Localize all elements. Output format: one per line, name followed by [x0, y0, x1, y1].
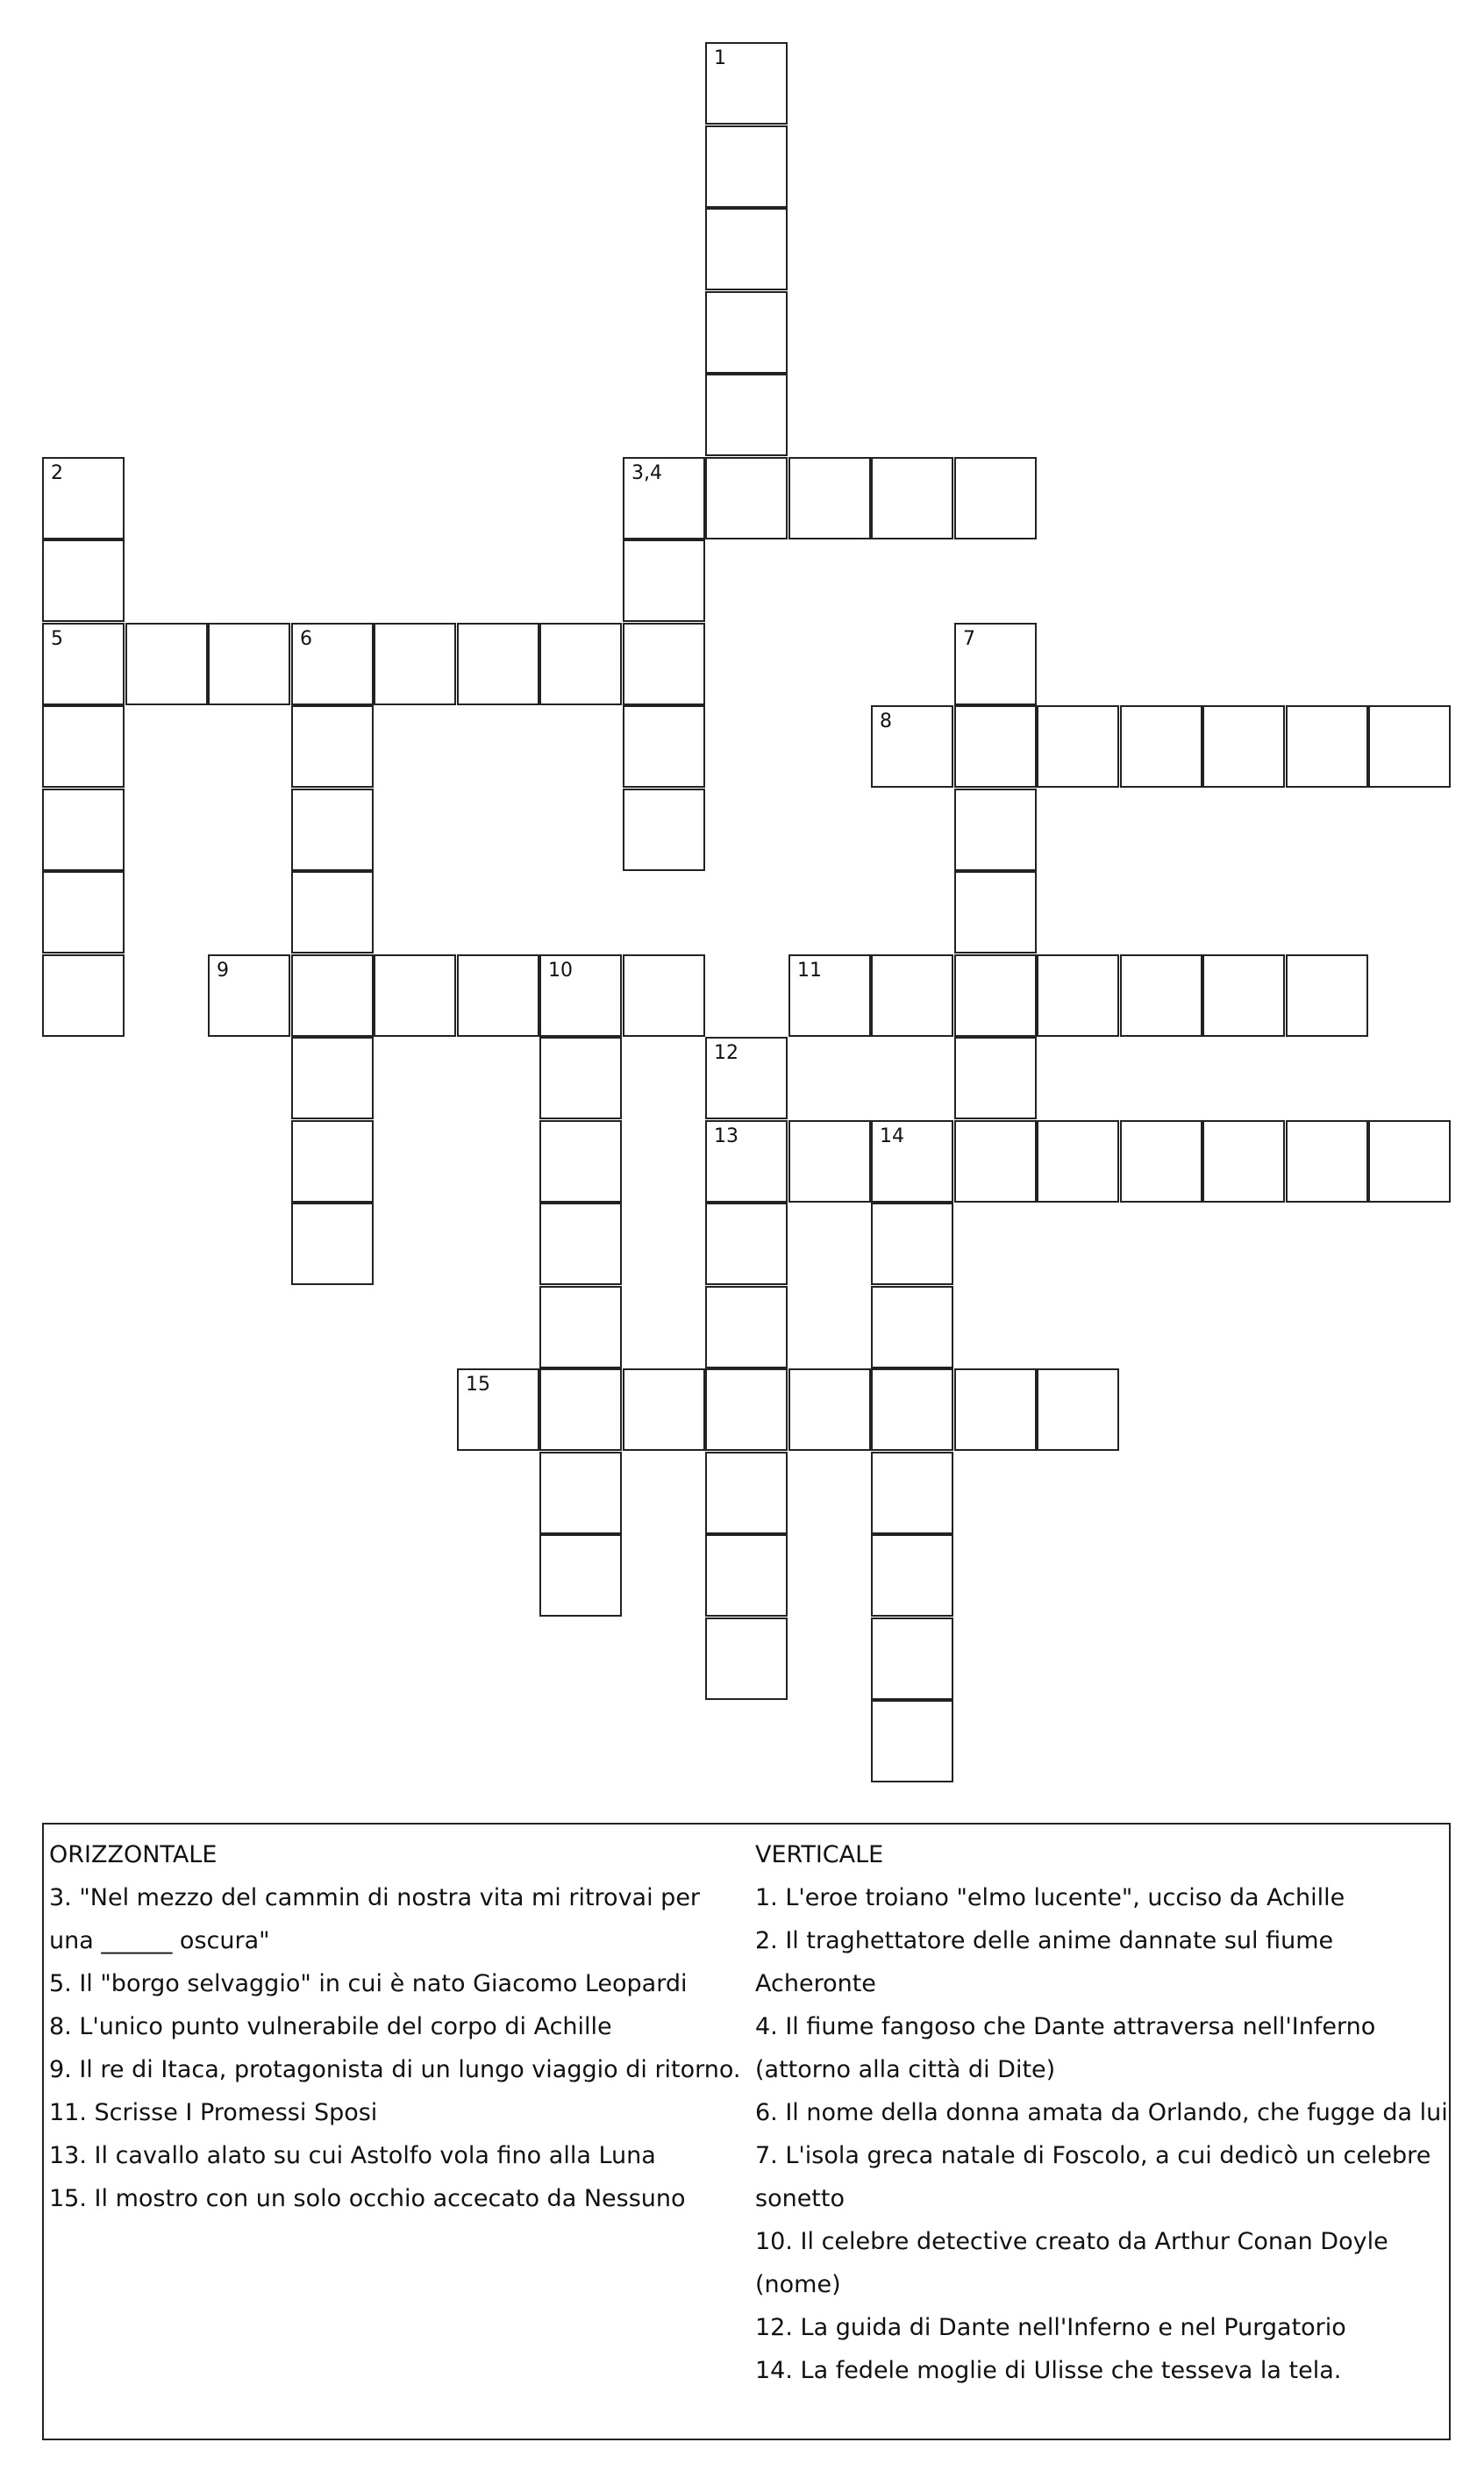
crossword-cell[interactable]	[42, 457, 125, 539]
down-clue: 6. Il nome della donna amata da Orlando, che fugge da lui	[755, 2099, 1448, 2126]
crossword-cell[interactable]	[1037, 1120, 1119, 1203]
crossword-cell[interactable]	[1037, 954, 1119, 1037]
crossword-cell[interactable]	[705, 208, 788, 290]
crossword-cell[interactable]	[42, 705, 125, 788]
clue-number: 12	[714, 1042, 738, 1064]
crossword-cell[interactable]	[1368, 1120, 1451, 1203]
crossword-cell[interactable]	[1368, 705, 1451, 788]
crossword-cell[interactable]	[457, 954, 539, 1037]
across-title: ORIZZONTALE	[49, 1841, 218, 1868]
clue-number: 7	[963, 628, 975, 650]
crossword-cell[interactable]	[291, 623, 374, 705]
crossword-cell[interactable]	[705, 1037, 788, 1119]
crossword-cell[interactable]	[1120, 705, 1202, 788]
crossword-cell[interactable]	[623, 789, 705, 871]
crossword-cell[interactable]	[871, 1120, 953, 1203]
crossword-cell[interactable]	[954, 1120, 1037, 1203]
crossword-cell[interactable]	[42, 539, 125, 622]
crossword-cell[interactable]	[457, 623, 539, 705]
crossword-cell[interactable]	[374, 623, 456, 705]
crossword-cell[interactable]	[788, 1368, 871, 1451]
crossword-cell[interactable]	[788, 954, 871, 1037]
crossword-cell[interactable]	[42, 789, 125, 871]
across-clue: 9. Il re di Itaca, protagonista di un lungo viaggio di ritorno.	[49, 2056, 741, 2083]
across-clue: 11. Scrisse I Promessi Sposi	[49, 2099, 378, 2126]
clue-number: 9	[217, 960, 229, 982]
down-clue: 2. Il traghettatore delle anime dannate sul fiume Acheronte	[755, 1927, 1334, 1997]
clue-number: 8	[880, 711, 892, 732]
crossword-cell[interactable]	[954, 789, 1037, 871]
crossword-cell[interactable]	[705, 1618, 788, 1700]
crossword-cell[interactable]	[1202, 705, 1285, 788]
crossword-cell[interactable]	[1037, 705, 1119, 788]
crossword-cell[interactable]	[705, 1452, 788, 1534]
down-clue: 10. Il celebre detective creato da Arthur Conan Doyle (nome)	[755, 2228, 1388, 2298]
down-clue: 1. L'eroe troiano "elmo lucente", ucciso da Achille	[755, 1884, 1345, 1911]
crossword-cell[interactable]	[125, 623, 208, 705]
clue-number: 1	[714, 47, 726, 69]
crossword-cell[interactable]	[539, 1120, 622, 1203]
down-clue: 12. La guida di Dante nell'Inferno e nel Purgatorio	[755, 2314, 1346, 2341]
across-clue: 3. "Nel mezzo del cammin di nostra vita mi ritrovai per una ______ oscura"	[49, 1884, 701, 1954]
clues-panel	[42, 1823, 1451, 2440]
down-clue: 7. L'isola greca natale di Foscolo, a cui dedicò un celebre sonetto	[755, 2142, 1431, 2212]
crossword-cell[interactable]	[539, 1534, 622, 1617]
crossword-cell[interactable]	[208, 623, 290, 705]
crossword-cell[interactable]	[539, 954, 622, 1037]
crossword-cell[interactable]	[539, 1368, 622, 1451]
clue-number: 3,4	[631, 462, 662, 484]
clue-number: 15	[466, 1374, 490, 1396]
crossword-cell[interactable]	[705, 374, 788, 456]
crossword-cell[interactable]	[539, 623, 622, 705]
clue-number: 6	[300, 628, 312, 650]
crossword-cell[interactable]	[705, 1120, 788, 1203]
crossword-cell[interactable]	[1202, 1120, 1285, 1203]
crossword-cell[interactable]	[871, 1368, 953, 1451]
crossword-cell[interactable]	[871, 1286, 953, 1368]
across-clue: 8. L'unico punto vulnerabile del corpo di Achille	[49, 2013, 612, 2040]
crossword-cell[interactable]	[623, 1368, 705, 1451]
crossword-cell[interactable]	[208, 954, 290, 1037]
crossword-cell[interactable]	[539, 1286, 622, 1368]
crossword-cell[interactable]	[954, 871, 1037, 953]
crossword-cell[interactable]	[705, 125, 788, 208]
crossword-cell[interactable]	[539, 1203, 622, 1285]
across-clue: 13. Il cavallo alato su cui Astolfo vola fino alla Luna	[49, 2142, 656, 2169]
crossword-cell[interactable]	[1037, 1368, 1119, 1451]
crossword-cell[interactable]	[871, 954, 953, 1037]
crossword-cell[interactable]	[291, 871, 374, 953]
crossword-cell[interactable]	[954, 457, 1037, 539]
crossword-cell[interactable]	[954, 623, 1037, 705]
crossword-cell[interactable]	[1202, 954, 1285, 1037]
crossword-cell[interactable]	[871, 1618, 953, 1700]
crossword-cell[interactable]	[705, 457, 788, 539]
crossword-cell[interactable]	[705, 291, 788, 374]
across-clue: 15. Il mostro con un solo occhio accecato da Nessuno	[49, 2185, 686, 2212]
clue-number: 2	[51, 462, 63, 484]
clue-number: 10	[548, 960, 573, 982]
crossword-cell[interactable]	[705, 42, 788, 125]
crossword-cell[interactable]	[623, 954, 705, 1037]
down-clue: 14. La fedele moglie di Ulisse che tesseva la tela.	[755, 2357, 1342, 2384]
crossword-cell[interactable]	[705, 1368, 788, 1451]
crossword-cell[interactable]	[1286, 954, 1368, 1037]
clue-number: 5	[51, 628, 63, 650]
crossword-cell[interactable]	[1120, 954, 1202, 1037]
crossword-cell[interactable]	[705, 1534, 788, 1617]
crossword-cell[interactable]	[291, 1203, 374, 1285]
crossword-cell[interactable]	[871, 457, 953, 539]
crossword-cell[interactable]	[291, 1037, 374, 1119]
crossword-cell[interactable]	[291, 705, 374, 788]
crossword-cell[interactable]	[291, 1120, 374, 1203]
crossword-cell[interactable]	[871, 1700, 953, 1782]
crossword-cell[interactable]	[871, 1534, 953, 1617]
clue-number: 11	[797, 960, 822, 982]
down-title: VERTICALE	[755, 1841, 884, 1868]
clue-number: 13	[714, 1125, 738, 1147]
crossword-cell[interactable]	[871, 1203, 953, 1285]
crossword-cell[interactable]	[1286, 1120, 1368, 1203]
crossword-cell[interactable]	[871, 1452, 953, 1534]
crossword-cell[interactable]	[623, 705, 705, 788]
crossword-cell[interactable]	[457, 1368, 539, 1451]
crossword-cell[interactable]	[954, 954, 1037, 1037]
crossword-cell[interactable]	[539, 1037, 622, 1119]
clue-number: 14	[880, 1125, 904, 1147]
crossword-cell[interactable]	[623, 457, 705, 539]
crossword-cell[interactable]	[42, 954, 125, 1037]
crossword-cell[interactable]	[291, 954, 374, 1037]
crossword-cell[interactable]	[954, 1037, 1037, 1119]
crossword-cell[interactable]	[623, 623, 705, 705]
across-clue: 5. Il "borgo selvaggio" in cui è nato Giacomo Leopardi	[49, 1970, 688, 1997]
crossword-cell[interactable]	[42, 623, 125, 705]
crossword-cell[interactable]	[788, 1120, 871, 1203]
crossword-cell[interactable]	[954, 705, 1037, 788]
crossword-cell[interactable]	[623, 539, 705, 622]
crossword-cell[interactable]	[374, 954, 456, 1037]
crossword-cell[interactable]	[291, 789, 374, 871]
crossword-cell[interactable]	[1286, 705, 1368, 788]
crossword-cell[interactable]	[871, 705, 953, 788]
down-clue: 4. Il fiume fangoso che Dante attraversa nell'Inferno (attorno alla città di Dite)	[755, 2013, 1376, 2083]
crossword-cell[interactable]	[705, 1286, 788, 1368]
crossword-cell[interactable]	[539, 1452, 622, 1534]
across-clues	[49, 1833, 746, 2220]
down-clues	[755, 1833, 1448, 2392]
crossword-cell[interactable]	[42, 871, 125, 953]
crossword-cell[interactable]	[954, 1368, 1037, 1451]
crossword-cell[interactable]	[705, 1203, 788, 1285]
crossword-cell[interactable]	[1120, 1120, 1202, 1203]
crossword-cell[interactable]	[788, 457, 871, 539]
